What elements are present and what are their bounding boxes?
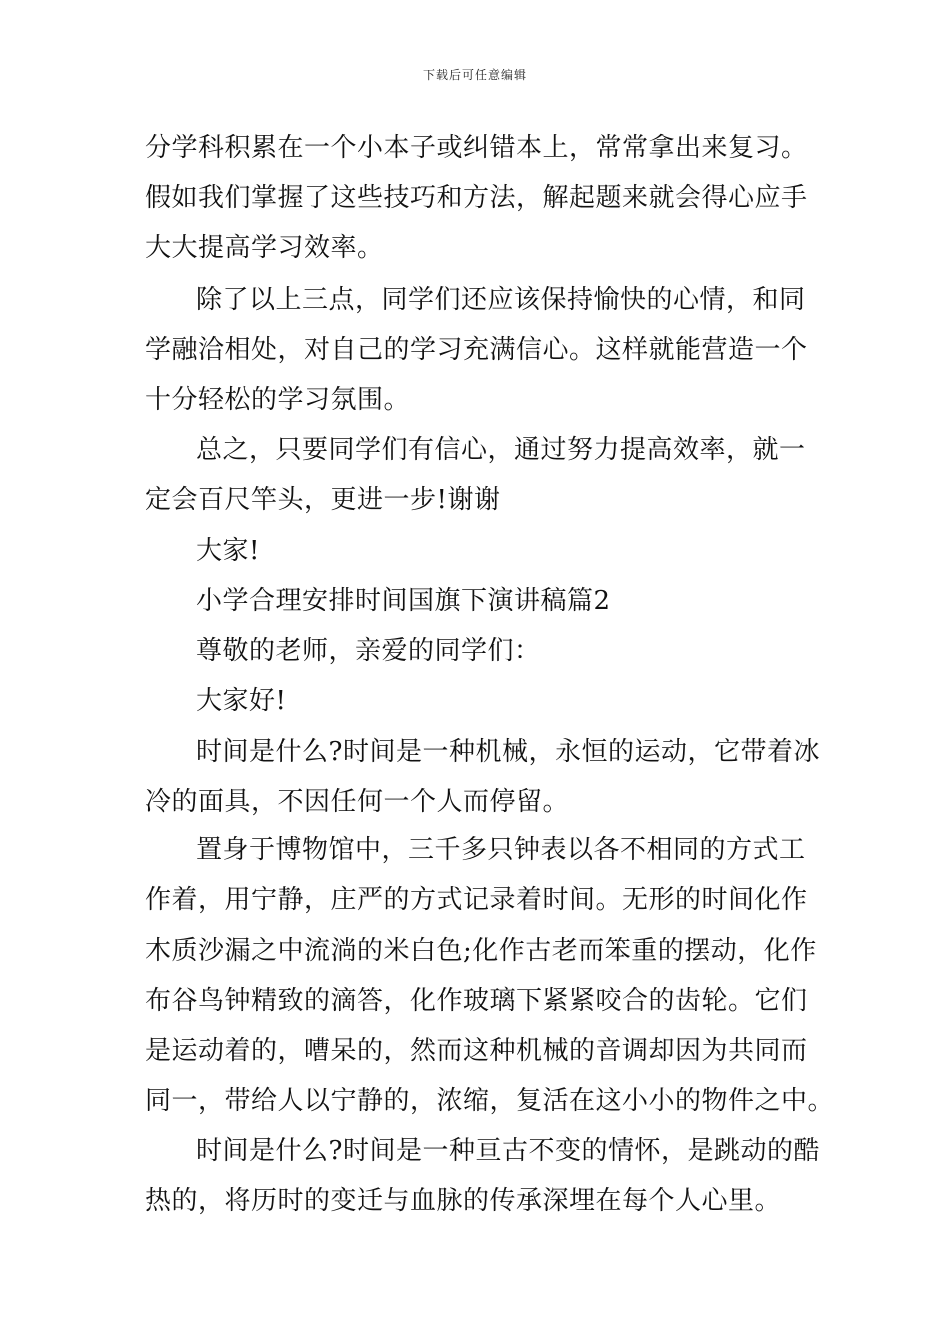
text-line: 布谷鸟钟精致的滴答，化作玻璃下紧紧咬合的齿轮。它们 xyxy=(145,986,808,1016)
text-line: 假如我们掌握了这些技巧和方法，解起题来就会得心应手 xyxy=(145,183,808,213)
text-line: 总之，只要同学们有信心，通过努力提高效率，就一 xyxy=(196,435,806,465)
text-line: 定会百尺竿头，更进一步!谢谢 xyxy=(145,485,501,515)
text-line: 尊敬的老师，亲爱的同学们： xyxy=(196,636,541,666)
text-line: 时间是什么?时间是一种亘古不变的情怀，是跳动的酷 xyxy=(196,1136,820,1166)
text-line: 同一，带给人以宁静的，浓缩，复活在这小小的物件之中。 xyxy=(145,1086,835,1116)
section-title: 小学合理安排时间国旗下演讲稿篇2 xyxy=(196,586,611,616)
header-note: 下载后可任意编辑 xyxy=(422,68,527,82)
text-line: 大家好! xyxy=(196,686,287,716)
text-line: 热的，将历时的变迁与血脉的传承深埋在每个人心里。 xyxy=(145,1186,782,1216)
text-line: 冷的面具，不因任何一个人而停留。 xyxy=(145,787,570,817)
text-line: 除了以上三点，同学们还应该保持愉快的心情，和同 xyxy=(196,285,806,315)
text-line: 分学科积累在一个小本子或纠错本上，常常拿出来复习。 xyxy=(145,133,808,163)
text-line: 木质沙漏之中流淌的米白色;化作古老而笨重的摆动，化作 xyxy=(145,936,817,966)
text-line: 置身于博物馆中，三千多只钟表以各不相同的方式工 xyxy=(196,835,806,865)
text-line: 时间是什么?时间是一种机械，永恒的运动，它带着冰 xyxy=(196,737,820,767)
text-line: 作着，用宁静，庄严的方式记录着时间。无形的时间化作 xyxy=(145,885,808,915)
text-line: 十分轻松的学习氛围。 xyxy=(145,385,411,415)
text-line: 大家! xyxy=(196,536,260,566)
text-line: 大大提高学习效率。 xyxy=(145,233,384,263)
text-line: 是运动着的，嘈呆的，然而这种机械的音调却因为共同而 xyxy=(145,1036,808,1066)
text-line: 学融洽相处，对自己的学习充满信心。这样就能营造一个 xyxy=(145,335,808,365)
